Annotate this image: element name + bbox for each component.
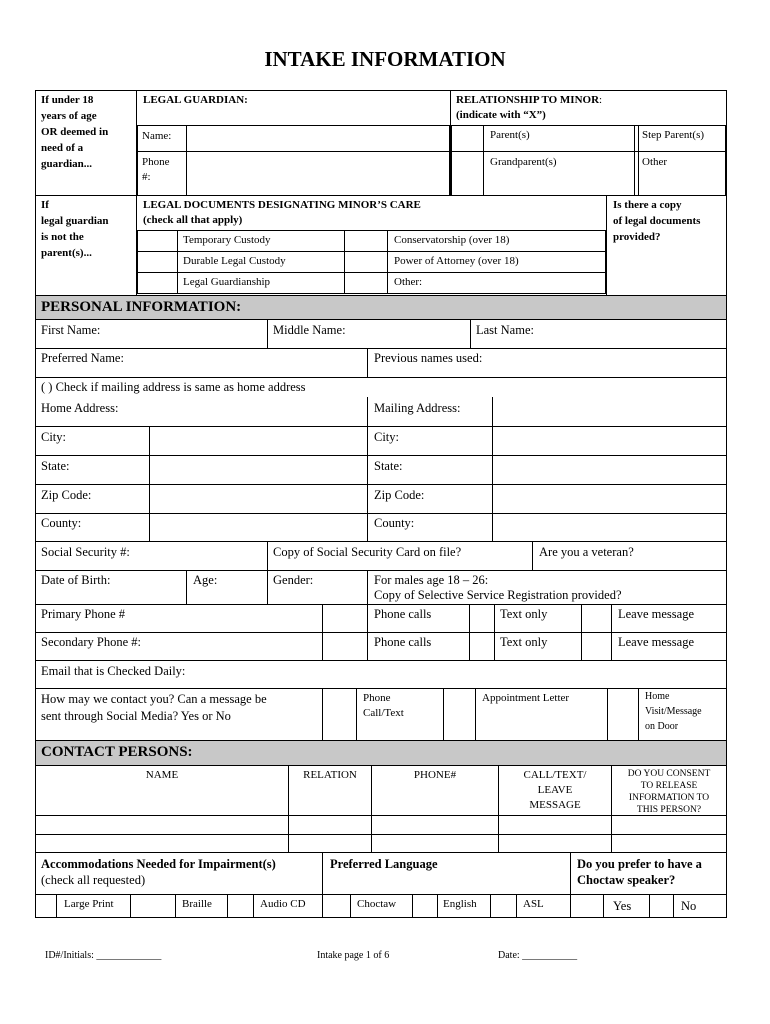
asl-option[interactable]: ASL: [523, 898, 544, 910]
other-label: Other: [642, 156, 668, 168]
yes-option[interactable]: Yes: [613, 899, 632, 913]
power-of-attorney-label: Power of Attorney (over 18): [394, 255, 519, 267]
ssn-label[interactable]: Social Security #:: [41, 545, 130, 559]
minor-note-line: guardian...: [41, 158, 93, 170]
secondary-phone-calls[interactable]: Phone calls: [374, 635, 432, 649]
guardian-name-field[interactable]: [186, 125, 450, 152]
other-doc-label: Other:: [394, 276, 423, 288]
page-title: INTAKE INFORMATION: [264, 47, 506, 71]
contact-question-line1: How may we contact you? Can a message be: [41, 692, 267, 706]
col-phone-header: PHONE#: [413, 769, 457, 781]
secondary-leave-message[interactable]: Leave message: [618, 635, 695, 649]
legal-guardianship-label: Legal Guardianship: [183, 276, 271, 288]
legal-note-line: is not the: [41, 231, 84, 243]
primary-phone-label[interactable]: Primary Phone #: [41, 607, 126, 621]
mailing-same-checkbox[interactable]: ( ) Check if mailing address is same as home address: [41, 380, 306, 394]
middle-name-label[interactable]: Middle Name:: [273, 323, 346, 337]
temporary-custody-label: Temporary Custody: [183, 234, 271, 246]
conservatorship-label: Conservatorship (over 18): [394, 234, 510, 246]
preferred-language-heading: Preferred Language: [330, 857, 438, 871]
parents-checkbox[interactable]: [451, 125, 484, 152]
relationship-hint: (indicate with “X”): [456, 109, 546, 121]
grandparents-label: Grandparent(s): [490, 156, 557, 168]
guardian-phone-field[interactable]: [186, 151, 450, 196]
accommodations-heading: Accommodations Needed for Impairment(s): [41, 857, 276, 871]
minor-note-line: OR deemed in: [41, 126, 109, 138]
phone-call-text-option[interactable]: Call/Text: [363, 707, 404, 719]
minor-note-line: If under 18: [41, 94, 94, 106]
primary-text-only[interactable]: Text only: [500, 607, 548, 621]
footer-date: Date: ___________: [498, 950, 578, 961]
home-address-label[interactable]: Home Address:: [41, 401, 119, 415]
mailing-city-label: City:: [374, 430, 400, 444]
home-city-label: City:: [41, 430, 67, 444]
choctaw-speaker-question: Choctaw speaker?: [577, 873, 676, 887]
footer-id-initials: ID#/Initials: _____________: [45, 950, 162, 961]
large-print-option[interactable]: Large Print: [64, 898, 114, 910]
copy-question: provided?: [613, 231, 661, 243]
guardian-phone-label: Phone: [142, 156, 170, 168]
age-label[interactable]: Age:: [193, 573, 218, 587]
dob-label[interactable]: Date of Birth:: [41, 573, 111, 587]
home-visit-option[interactable]: Visit/Message: [645, 706, 702, 717]
choctaw-speaker-question: Do you prefer to have a: [577, 857, 702, 871]
secondary-phone-label[interactable]: Secondary Phone #:: [41, 635, 141, 649]
copy-question: Is there a copy: [613, 199, 682, 211]
durable-custody-checkbox[interactable]: [137, 251, 178, 273]
durable-custody-label: Durable Legal Custody: [183, 255, 286, 267]
preferred-name-label[interactable]: Preferred Name:: [41, 351, 124, 365]
col-relation-header: RELATION: [303, 769, 357, 781]
step-parents-label: Step Parent(s): [642, 129, 705, 141]
veteran-label[interactable]: Are you a veteran?: [539, 545, 634, 559]
legal-note-line: legal guardian: [41, 215, 109, 227]
braille-option[interactable]: Braille: [182, 898, 212, 910]
relationship-label: RELATIONSHIP TO MINOR:: [456, 94, 603, 106]
col-call-header: MESSAGE: [529, 799, 581, 811]
col-consent-header: THIS PERSON?: [636, 805, 702, 815]
ss-card-label[interactable]: Copy of Social Security Card on file?: [273, 545, 462, 559]
home-visit-option[interactable]: Home: [645, 691, 670, 702]
legal-note-line: parent(s)...: [41, 247, 92, 259]
english-option[interactable]: English: [443, 898, 477, 910]
email-label[interactable]: Email that is Checked Daily:: [41, 664, 186, 678]
selective-service-line2[interactable]: Copy of Selective Service Registration provided?: [374, 588, 622, 602]
home-state-label: State:: [41, 459, 70, 473]
mailing-zip-label: Zip Code:: [374, 488, 425, 502]
power-of-attorney-checkbox[interactable]: [344, 251, 388, 273]
conservatorship-checkbox[interactable]: [344, 230, 388, 252]
copy-question: of legal documents: [613, 215, 701, 227]
primary-phone-calls[interactable]: Phone calls: [374, 607, 432, 621]
appointment-letter-option[interactable]: Appointment Letter: [482, 692, 570, 704]
home-county-label: County:: [41, 516, 82, 530]
mailing-state-label: State:: [374, 459, 403, 473]
legal-note-line: If: [41, 199, 49, 211]
audio-cd-option[interactable]: Audio CD: [260, 898, 306, 910]
contact-persons-heading: CONTACT PERSONS:: [41, 744, 193, 760]
secondary-text-only[interactable]: Text only: [500, 635, 548, 649]
mailing-address-label[interactable]: Mailing Address:: [374, 401, 461, 415]
mailing-county-label: County:: [374, 516, 415, 530]
col-name-header: NAME: [145, 769, 179, 781]
col-consent-header: TO RELEASE: [640, 781, 698, 791]
legal-guardian-label: LEGAL GUARDIAN:: [143, 94, 248, 106]
grandparents-checkbox[interactable]: [451, 151, 484, 196]
minor-note-line: years of age: [41, 110, 97, 122]
col-call-header: LEAVE: [537, 784, 573, 796]
parents-label: Parent(s): [490, 129, 530, 141]
phone-call-text-option[interactable]: Phone: [363, 692, 391, 704]
choctaw-option[interactable]: Choctaw: [357, 898, 397, 910]
legal-docs-heading: LEGAL DOCUMENTS DESIGNATING MINOR’S CARE: [143, 199, 421, 211]
guardian-phone-label: #:: [142, 171, 151, 183]
last-name-label[interactable]: Last Name:: [476, 323, 534, 337]
footer-page-number: Intake page 1 of 6: [317, 950, 390, 961]
minor-note-line: need of a: [41, 142, 84, 154]
col-consent-header: INFORMATION TO: [628, 793, 710, 803]
personal-info-heading: PERSONAL INFORMATION:: [41, 299, 242, 315]
primary-leave-message[interactable]: Leave message: [618, 607, 695, 621]
guardian-name-label: Name:: [142, 130, 172, 142]
home-zip-label: Zip Code:: [41, 488, 92, 502]
selective-service-line1: For males age 18 – 26:: [374, 573, 489, 587]
first-name-label[interactable]: First Name:: [41, 323, 101, 337]
legal-guardianship-checkbox[interactable]: [137, 272, 178, 294]
other-doc-checkbox[interactable]: [344, 272, 388, 294]
no-option[interactable]: No: [681, 899, 697, 913]
gender-label[interactable]: Gender:: [273, 573, 314, 587]
col-call-header: CALL/TEXT/: [523, 769, 587, 781]
home-visit-option[interactable]: on Door: [645, 721, 679, 732]
col-consent-header: DO YOU CONSENT: [627, 769, 711, 779]
accommodations-hint: (check all requested): [41, 873, 146, 887]
previous-names-label[interactable]: Previous names used:: [374, 351, 483, 365]
temporary-custody-checkbox[interactable]: [137, 230, 178, 252]
legal-docs-hint: (check all that apply): [143, 214, 243, 226]
contact-question-line2[interactable]: sent through Social Media? Yes or No: [41, 709, 231, 723]
